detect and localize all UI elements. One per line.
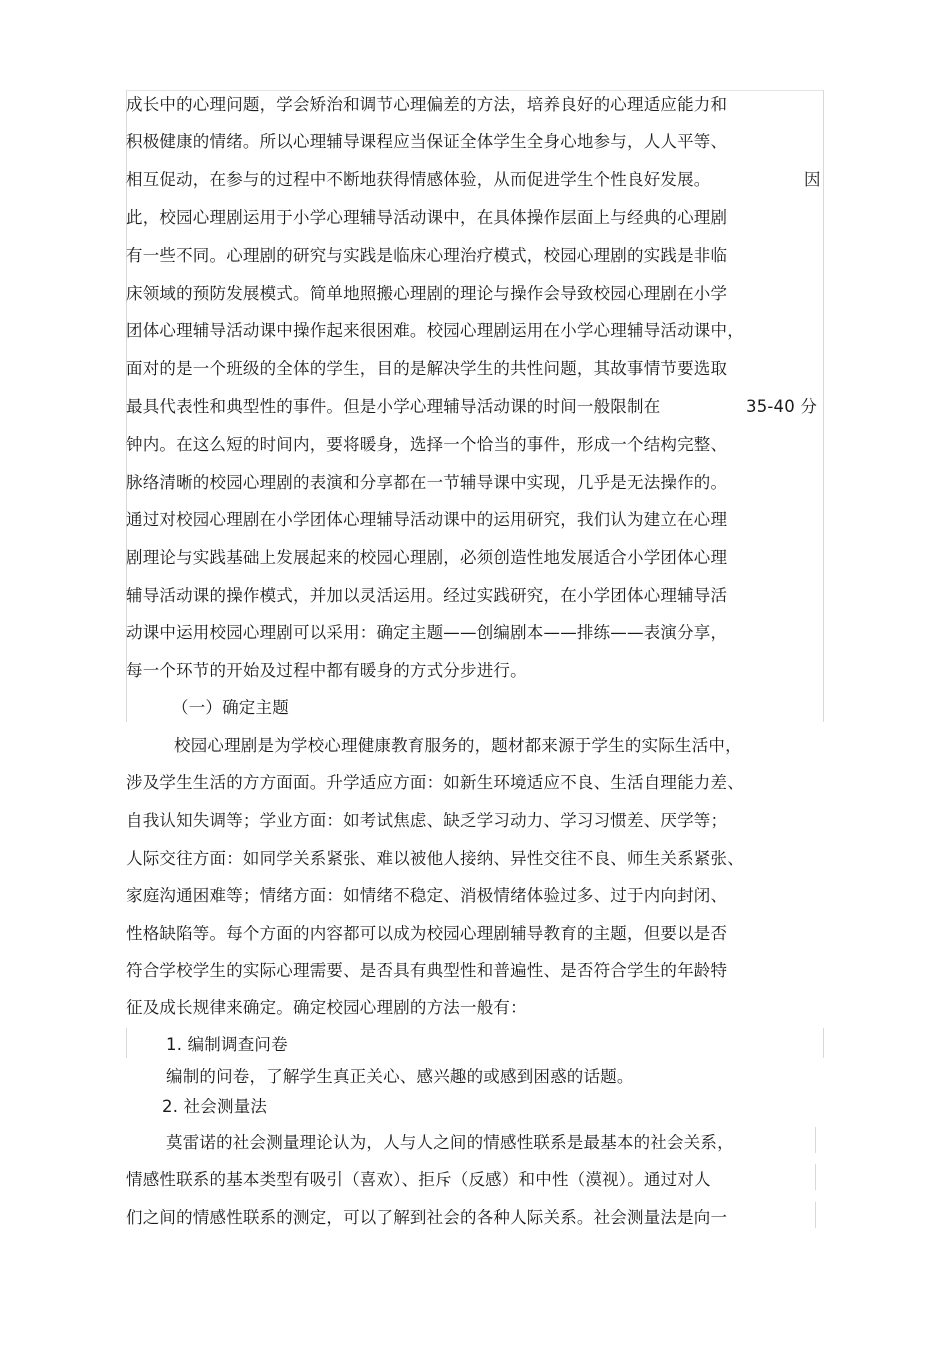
text-line: 自我认知失调等；学业方面：如考试焦虑、缺乏学习动力、学习习惯差、厌学等； <box>126 811 728 830</box>
text-line: 钟内。在这么短的时间内，要将暖身，选择一个恰当的事件，形成一个结构完整、 <box>126 435 728 454</box>
text-line: 们之间的情感性联系的测定，可以了解到社会的各种人际关系。社会测量法是向一 <box>126 1208 728 1227</box>
text-line: 情感性联系的基本类型有吸引（喜欢）、拒斥（反感）和中性（漠视）。通过对人 <box>126 1170 711 1189</box>
list-item-title: 1. 编制调查问卷 <box>166 1035 288 1054</box>
text-line-trailing: 因 <box>804 170 821 189</box>
section-heading: （一）确定主题 <box>172 698 289 717</box>
text-line: 脉络清晰的校园心理剧的表演和分享都在一节辅导课中实现，几乎是无法操作的。 <box>126 473 728 492</box>
frame-right-rule <box>823 90 824 722</box>
frame-right-rule-3 <box>815 1127 816 1153</box>
frame-right-rule-5 <box>815 1202 816 1228</box>
text-line: 面对的是一个班级的全体的学生，目的是解决学生的共性问题，其故事情节要选取 <box>126 359 728 378</box>
text-line: 积极健康的情绪。所以心理辅导课程应当保证全体学生全身心地参与，人人平等、 <box>126 132 728 151</box>
text-line: 有一些不同。心理剧的研究与实践是临床心理治疗模式，校园心理剧的实践是非临 <box>126 246 728 265</box>
text-line: 符合学校学生的实际心理需要、是否具有典型性和普遍性、是否符合学生的年龄特 <box>126 961 728 980</box>
list-item-title: 2. 社会测量法 <box>162 1097 268 1116</box>
text-line: 性格缺陷等。每个方面的内容都可以成为校园心理剧辅导教育的主题，但要以是否 <box>126 924 728 943</box>
text-line: 相互促动，在参与的过程中不断地获得情感体验，从而促进学生个性良好发展。 <box>126 170 711 189</box>
text-line: 剧理论与实践基础上发展起来的校园心理剧，必须创造性地发展适合小学团体心理 <box>126 548 728 567</box>
text-line: 团体心理辅导活动课中操作起来很困难。校园心理剧运用在小学心理辅导活动课中， <box>126 321 744 340</box>
frame-top-rule <box>126 90 823 91</box>
text-line: 通过对校园心理剧在小学团体心理辅导活动课中的运用研究，我们认为建立在心理 <box>126 510 728 529</box>
text-line: 莫雷诺的社会测量理论认为，人与人之间的情感性联系是最基本的社会关系， <box>166 1133 734 1152</box>
text-line: 动课中运用校园心理剧可以采用：确定主题——创编剧本——排练——表演分享， <box>126 623 728 642</box>
text-line: 人际交往方面：如同学关系紧张、难以被他人接纳、异性交往不良、师生关系紧张、 <box>126 849 744 868</box>
text-line-trailing: 35-40 分 <box>746 397 818 416</box>
text-line: 征及成长规律来确定。确定校园心理剧的方法一般有： <box>126 998 527 1017</box>
text-line: 此，校园心理剧运用于小学心理辅导活动课中，在具体操作层面上与经典的心理剧 <box>126 208 728 227</box>
text-line: 涉及学生生活的方方面面。升学适应方面：如新生环境适应不良、生活自理能力差、 <box>126 773 744 792</box>
text-line: 辅导活动课的操作模式，并加以灵活运用。经过实践研究，在小学团体心理辅导活 <box>126 586 728 605</box>
text-line: 成长中的心理问题，学会矫治和调节心理偏差的方法，培养良好的心理适应能力和 <box>126 95 728 114</box>
text-line: 每一个环节的开始及过程中都有暖身的方式分步进行。 <box>126 661 527 680</box>
frame-right-rule-4 <box>815 1164 816 1190</box>
frame-right-rule-2 <box>823 1028 824 1058</box>
text-line: 校园心理剧是为学校心理健康教育服务的，题材都来源于学生的实际生活中， <box>174 736 742 755</box>
text-line: 床领域的预防发展模式。简单地照搬心理剧的理论与操作会导致校园心理剧在小学 <box>126 284 728 303</box>
frame-left-rule-2 <box>126 1028 127 1058</box>
text-line: 家庭沟通困难等；情绪方面：如情绪不稳定、消极情绪体验过多、过于内向封闭、 <box>126 886 728 905</box>
list-item-text: 编制的问卷，了解学生真正关心、感兴趣的或感到困惑的话题。 <box>166 1067 634 1086</box>
text-line: 最具代表性和典型性的事件。但是小学心理辅导活动课的时间一般限制在 <box>126 397 661 416</box>
